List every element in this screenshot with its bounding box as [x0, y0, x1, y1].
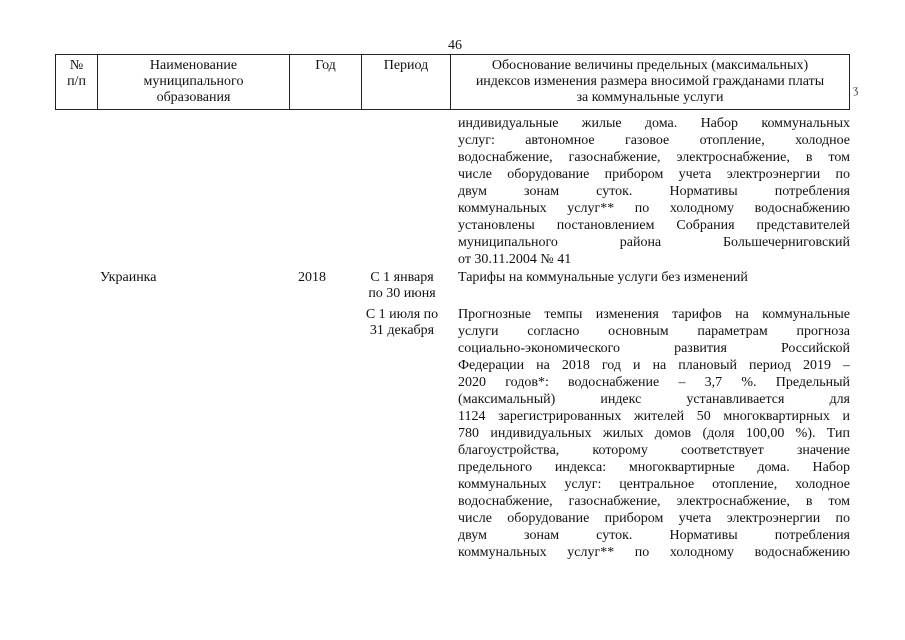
text-line: двум зонам суток. Нормативы потребления	[458, 528, 850, 543]
text-line: 780 индивидуальных жилых домов (доля 100,00 %). Тип	[458, 426, 850, 441]
text-line: 2020 годов*: водоснабжение – 3,7 %. Предельный	[458, 375, 850, 390]
text-line: двум зонам суток. Нормативы потребления	[458, 184, 850, 199]
text-line: Федерации на 2018 год и на плановый период 2019 –	[458, 358, 850, 373]
text-line: числе оборудование прибором учета электроэнергии по	[458, 167, 850, 182]
text-line: услуг: автономное газовое отопление, холодное	[458, 133, 850, 148]
text-line: 1124 зарегистрированных жителей 50 многоквартирных и	[458, 409, 850, 424]
text-line: услуги согласно основным параметрам прогноза	[458, 324, 850, 339]
text-line: коммунальных услуг: центральное отопление, холодное	[458, 477, 850, 492]
text-line: муниципального района Большечерниговский	[458, 235, 850, 250]
page-number: 46	[448, 38, 462, 53]
text-line: Прогнозные темпы изменения тарифов на коммунальные	[458, 307, 850, 322]
text-line: предельного индекса: многоквартирные дома. Набор	[458, 460, 850, 475]
text-line: коммунальных услуг** по холодному водоснабжению	[458, 545, 850, 560]
header-basis: Обоснование величины предельных (максимальных) индексов изменения размера вносимой гражданами платы за коммунальные услуги	[475, 58, 825, 105]
text-line: социально-экономического развития Российской	[458, 341, 850, 356]
scan-mark: ʒ	[853, 82, 859, 96]
text-line: водоснабжение, газоснабжение, электроснабжение, в том	[458, 150, 850, 165]
text-line: водоснабжение, газоснабжение, электроснабжение, в том	[458, 494, 850, 509]
text-line: числе оборудование прибором учета электроэнергии по	[458, 511, 850, 526]
basis-first-half: Тарифы на коммунальные услуги без изменений	[458, 270, 748, 285]
text-line: от 30.11.2004 № 41	[458, 252, 572, 267]
municipality-name: Украинка	[100, 270, 157, 285]
header-period: Период	[383, 58, 429, 73]
header-year: Год	[315, 58, 336, 73]
header-municipality: Наименование муниципального образования	[143, 58, 244, 105]
period-second-half: С 1 июля по 31 декабря	[365, 307, 439, 338]
text-line: (максимальный) индекс устанавливается для	[458, 392, 850, 407]
text-line: коммунальных услуг** по холодному водоснабжению	[458, 201, 850, 216]
period-first-half: С 1 января по 30 июня	[368, 270, 436, 301]
table-header	[55, 54, 850, 110]
text-line: благоустройства, которому соответствует значение	[458, 443, 850, 458]
row-year: 2018	[298, 270, 326, 285]
text-line: установлены постановлением Собрания представителей	[458, 218, 850, 233]
text-line: индивидуальные жилые дома. Набор коммунальных	[458, 116, 850, 131]
header-number: № п/п	[67, 58, 86, 89]
